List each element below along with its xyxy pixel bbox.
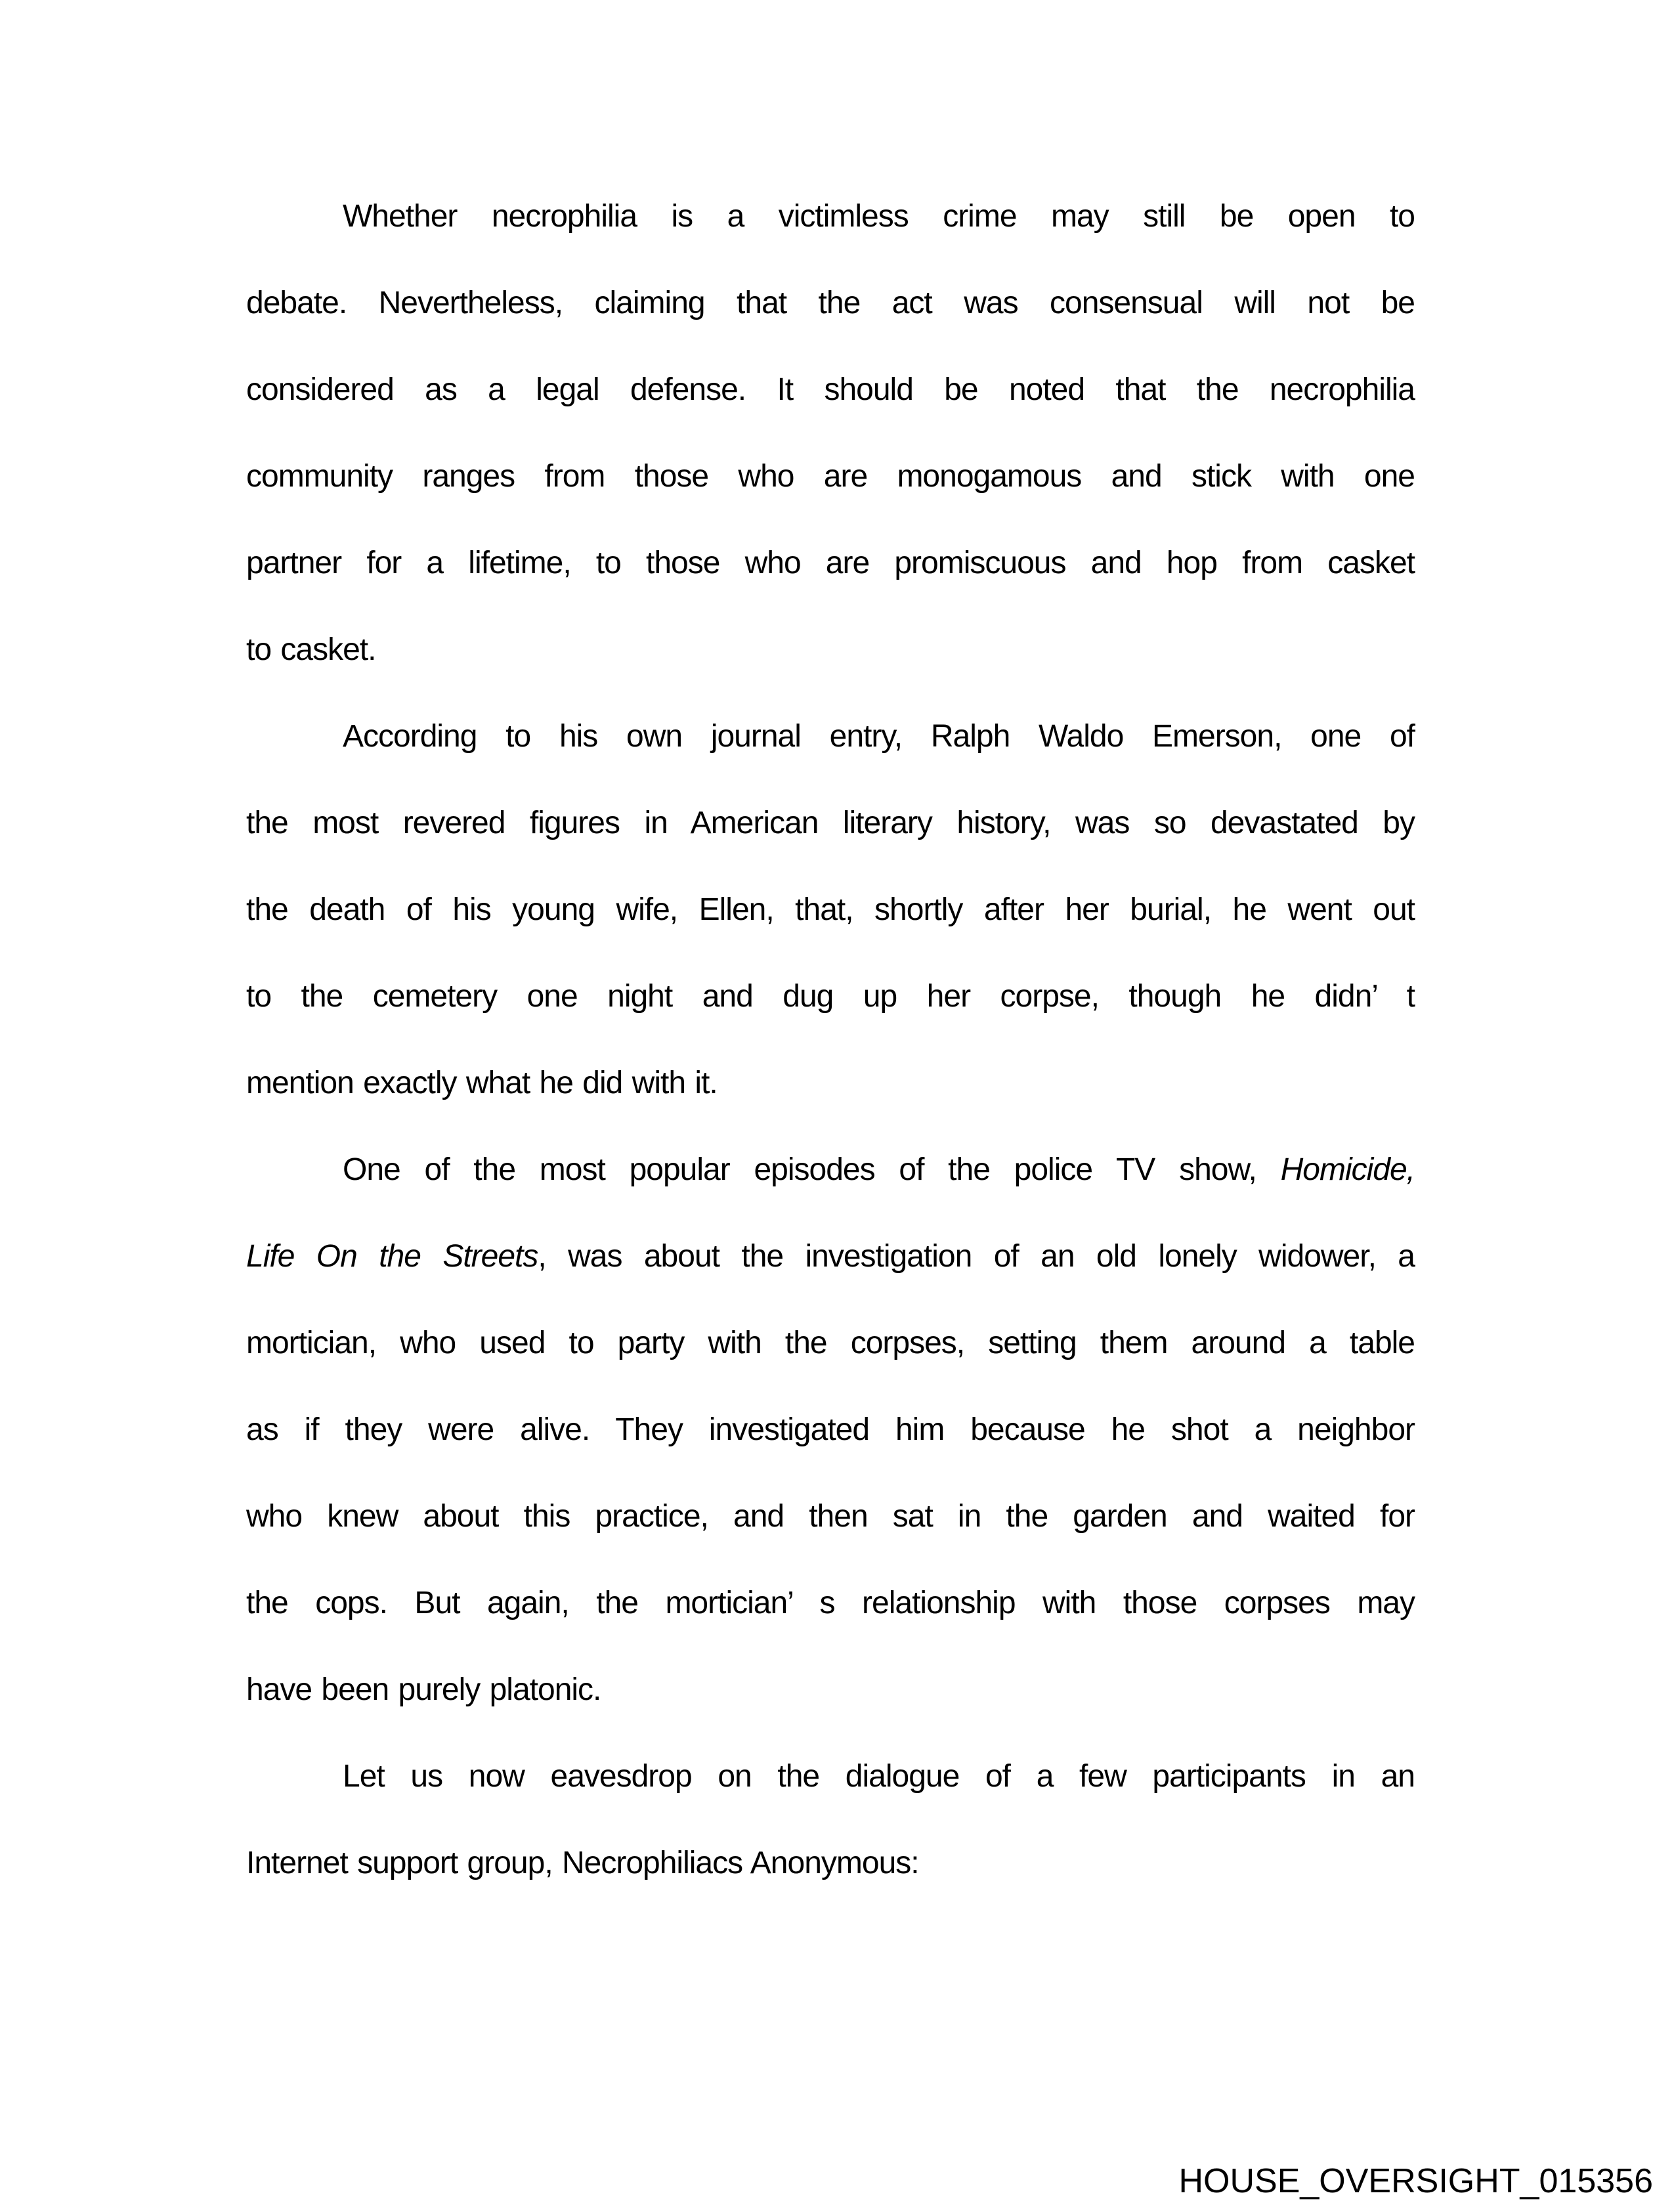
text-line xyxy=(246,867,1415,953)
text-segment: the cops. But again, the mortician’ s relationship with those corpses may xyxy=(246,1586,1415,1620)
text-segment: community ranges from those who are monogamous and stick with one xyxy=(246,459,1415,494)
text-segment: Whether necrophilia is a victimless crime may still be open to xyxy=(343,199,1415,234)
text-segment: considered as a legal defense. It should be noted that the necrophilia xyxy=(246,372,1415,407)
text-line xyxy=(246,1300,1415,1387)
text-segment: Internet support group, Necrophiliacs Anonymous: xyxy=(246,1846,919,1880)
italic-text-segment: Life On the Streets xyxy=(246,1239,538,1274)
text-line xyxy=(246,693,1415,780)
text-line xyxy=(246,1040,1415,1127)
text-line xyxy=(246,780,1415,867)
text-line xyxy=(246,1127,1415,1213)
text-line xyxy=(246,1733,1415,1820)
text-line xyxy=(246,953,1415,1040)
text-segment: to casket. xyxy=(246,632,376,667)
text-segment: as if they were alive. They investigated him because he shot a neighbor xyxy=(246,1412,1415,1447)
italic-text-segment: Homicide, xyxy=(1280,1152,1415,1187)
text-line xyxy=(246,347,1415,433)
text-line xyxy=(246,173,1415,260)
text-segment: debate. Nevertheless, claiming that the act was consensual will not be xyxy=(246,286,1415,320)
text-block xyxy=(246,173,1415,1907)
text-segment: partner for a lifetime, to those who are promiscuous and hop from casket xyxy=(246,546,1415,580)
text-segment: , was about the investigation of an old lonely widower, a xyxy=(538,1239,1415,1274)
text-segment: who knew about this practice, and then sat in the garden and waited for xyxy=(246,1499,1415,1534)
text-segment: to the cemetery one night and dug up her corpse, though he didn’ t xyxy=(246,979,1415,1014)
text-segment: the most revered figures in American literary history, was so devastated by xyxy=(246,806,1415,840)
text-segment: One of the most popular episodes of the police TV show, xyxy=(343,1152,1281,1187)
text-line xyxy=(246,1387,1415,1473)
text-line xyxy=(246,520,1415,607)
text-line xyxy=(246,1560,1415,1647)
text-line xyxy=(246,1473,1415,1560)
text-line xyxy=(246,433,1415,520)
text-line xyxy=(246,260,1415,347)
text-line xyxy=(246,1213,1415,1300)
text-line xyxy=(246,607,1415,693)
bates-stamp-label: HOUSE_OVERSIGHT_015356 xyxy=(1178,2162,1653,2200)
text-line xyxy=(246,1647,1415,1733)
text-segment: the death of his young wife, Ellen, that, shortly after her burial, he went out xyxy=(246,892,1415,927)
text-segment: mortician, who used to party with the corpses, setting them around a table xyxy=(246,1326,1415,1360)
text-segment: mention exactly what he did with it. xyxy=(246,1066,718,1100)
text-segment: According to his own journal entry, Ralph Waldo Emerson, one of xyxy=(343,719,1415,754)
text-segment: Let us now eavesdrop on the dialogue of a few participants in an xyxy=(343,1759,1415,1794)
text-line xyxy=(246,1820,1415,1907)
text-segment: have been purely platonic. xyxy=(246,1672,601,1707)
